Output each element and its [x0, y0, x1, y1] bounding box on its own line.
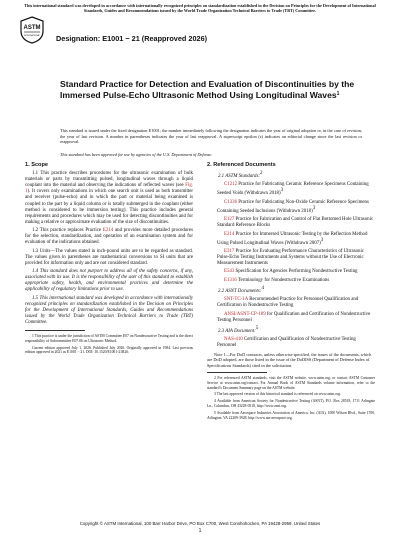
- reference-title: Recommended Practice for Personnel Qualification and Certification in Nondestructive Testing: [217, 297, 359, 309]
- reference-item: [207, 312, 375, 324]
- note-1: [207, 352, 375, 369]
- reference-item: [207, 200, 375, 215]
- reference-item: [207, 232, 375, 247]
- footnote-mark: 2: [259, 171, 263, 177]
- footnote-mark: 5: [255, 325, 259, 331]
- reference-code-link[interactable]: E317: [224, 248, 235, 254]
- footnote-edition: Current edition approved July 1, 2026. Published July 2026. Originally approved in 1984. Last previous edition approved in 2021 as E1001 − 21. DOI: 10.1520/E1001-21R26.: [25, 345, 193, 355]
- reference-code-link[interactable]: NAS-410: [224, 337, 243, 343]
- title-footnote-mark: 1: [336, 91, 340, 98]
- astm-logo-icon: [20, 16, 44, 44]
- dod-approval-note: This standard has been approved for use by agencies of the U.S. Department of Defense.: [60, 152, 213, 157]
- reference-title: Certification and Qualification of Nondestructive Testing Personnel: [217, 337, 356, 349]
- title-text: Standard Practice for Detection and Evaluation of Discontinuities by the Immersed Pulse-Echo Ultrasonic Method Using Longitudinal Waves: [60, 79, 355, 101]
- right-column: [207, 162, 375, 422]
- reference-title: for Qualification and Certification of Nondestructive Testing Personnel: [217, 311, 371, 323]
- reference-item: [207, 217, 375, 229]
- e214-link[interactable]: E214: [102, 228, 114, 234]
- footnote-1: 1 This practice is under the jurisdiction of ASTM Committee E07 on Nondestructive Testing and is the direct responsibility of Subcommittee E07.06 on Ultrasonic Method.: [25, 334, 193, 343]
- page-number: 1: [198, 528, 202, 534]
- reference-code-link[interactable]: C1336: [224, 199, 238, 205]
- scope-heading: 1. Scope: [25, 162, 49, 168]
- astm-reference-list: [207, 182, 375, 283]
- document-title: [60, 79, 360, 100]
- text: ). It covers only examinations in which one search unit is used as both transmitter and receiver (pulse-echo) and in which the part or material being examined is coupled to the part by a liquid column or is totally submerged in the couplant (either method is considered to be immersion testing). This practice includes general requirements and procedures which may be used for detecting discontinuities and for making a relative or approximate evaluation of the size of discontinuities.: [25, 189, 193, 225]
- text: 2.1 ASTM Standards:: [218, 174, 260, 180]
- referenced-documents-heading: 2. Referenced Documents: [207, 162, 276, 168]
- svg-text:INTERNATIONAL: INTERNATIONAL: [24, 35, 40, 37]
- aia-reference-list: [207, 337, 375, 349]
- footnote-4: 4 Available from American Society for Nondestructive Testing (ASNT), P.O. Box 28518, 1711 Arlingate Ln., Columbus, OH 43228-0518, http://www.asnt.org.: [207, 399, 375, 408]
- copyright-footer: Copyright © ASTM International, 100 Barr Harbor Drive, PO Box C700, West Conshohocken, PA 19428-2959. United States: [79, 521, 321, 526]
- asnt-reference-list: [207, 297, 375, 324]
- reference-title: Specification for Agencies Performing Nondestructive Testing: [234, 269, 358, 275]
- reference-code-link[interactable]: E1316: [224, 277, 237, 283]
- footnote-mark: 3: [312, 205, 316, 211]
- reference-code-link[interactable]: E543: [224, 269, 235, 275]
- footnote-divider: [207, 372, 267, 373]
- reference-item: [207, 182, 375, 197]
- reference-item: [207, 337, 375, 349]
- scope-paragraph-1-4: 1.4 This standard does not purport to address all of the safety concerns, if any, associated with its use. It is the responsibility of the user of this standard to establish appropriate safety, health, and environmental practices and determine the applicability of regulatory limitations prior to use.: [25, 269, 193, 293]
- text: 1.1 This practice describes procedures for the ultrasonic examination of bulk materials or parts by transmitting pulsed, longitudinal waves through a liquid couplant into the material and observing the indications of reflected waves (see: [25, 171, 193, 189]
- text: 1.2 This practice replaces Practice: [32, 228, 103, 234]
- reference-code-link[interactable]: C1212: [224, 182, 238, 188]
- scope-paragraph-1-3: [25, 249, 193, 267]
- astm-standards-subheading: [207, 171, 375, 180]
- text: and provides more detailed procedures for the selection, standardization, and operation of an examination system and for evaluation of the indications obtained.: [25, 228, 193, 246]
- footnote-5: 5 Available from Aerospace Industries Association of America, Inc. (AIA), 1000 Wilson Blvd., Suite 1700, Arlington, VA 22209-3928, http://www.aia-aerospace.org.: [207, 410, 375, 420]
- reference-title: Practice for Fabricating Non-Oxide Ceramic Reference Specimens Containing Seeded Inclusions (Withdrawn 2018): [217, 199, 369, 214]
- text: 2.2 ASNT Documents:: [218, 288, 262, 294]
- designation: Designation: E1001 − 21 (Reapproved 2026): [56, 34, 208, 43]
- text: 2.3 AIA Document:: [218, 328, 256, 334]
- text: 1.3: [32, 248, 40, 254]
- footnote-divider: [25, 330, 85, 331]
- scope-paragraph-1-1: [25, 171, 193, 226]
- scope-paragraph-1-2: [25, 228, 193, 246]
- reference-item: [207, 278, 375, 284]
- footnote-mark: 3: [320, 237, 324, 243]
- reference-code-link[interactable]: ANSI/ASNT-CP-189: [224, 311, 266, 317]
- reference-title: Terminology for Nondestructive Examinations: [236, 277, 330, 283]
- reference-item: [207, 269, 375, 275]
- scope-paragraph-1-5: 1.5 This international standard was developed in accordance with internationally recognized principles on standardization established in the Decision on Principles for the Development of International Standards, Guides and Recommendations issued by the World Trade Organization Technical Barriers to Trade (TBT) Committee.: [25, 295, 193, 325]
- issue-note: This standard is issued under the fixed designation E1001; the number immediately following the designation indicates the year of original adoption or, in the case of revision, the year of last revision. A number in parentheses indicates the year of last reapproval. A superscript epsilon (ε) indicates an editorial change since the last revision or reapproval.: [60, 128, 362, 144]
- reference-title: Practice for Fabrication and Control of Flat Bottomed Hole Ultrasonic Standard Reference Blocks: [217, 217, 374, 229]
- footnote-3: 3 The last approved version of this historical standard is referenced on www.astm.org.: [214, 392, 341, 397]
- reference-title: Practice for Immersed Ultrasonic Testing by the Reflection Method Using Pulsed Longitudinal Waves (Withdrawn 2007): [217, 231, 368, 246]
- reference-title: Practice for Evaluating Performance Characteristics of Ultrasonic Pulse-Echo Testing Instruments and Systems without the Use of Electronic Measurement Instruments: [217, 248, 365, 267]
- text: —The values stated in inch-pound units are to be regarded as standard. The values given in parentheses are mathematical conversions to SI units that are provided for information only and are not considered standard.: [25, 248, 194, 266]
- reference-code-link[interactable]: SNT-TC-1A: [224, 297, 249, 303]
- fig-1-link[interactable]: Fig. 1: [25, 183, 193, 195]
- reference-code-link[interactable]: E214: [224, 231, 235, 237]
- reference-item: [207, 249, 375, 267]
- footnote-mark: 3: [280, 188, 284, 194]
- asnt-documents-subheading: [207, 286, 375, 295]
- reference-code-link[interactable]: E127: [224, 217, 235, 223]
- units-label: Units: [39, 248, 51, 254]
- left-column: [25, 162, 193, 357]
- note-label: Note 1—: [214, 351, 230, 357]
- footnote-mark: 4: [261, 285, 264, 291]
- aia-document-subheading: [207, 326, 375, 335]
- svg-text:ASTM: ASTM: [23, 25, 41, 31]
- reference-title: Practice for Fabricating Ceramic Reference Specimens Containing Seeded Voids (Withdrawn 2018): [217, 182, 369, 197]
- international-standard-notice: This international standard was developed in accordance with internationally recognized principles on standardization established in the Decision on Principles for the Development of International Standards, Guides and Recommendations issued by the World Trade Organization Technical Barriers to Trade (TBT) Committee.: [24, 3, 376, 14]
- note-text: For DoD contracts, unless otherwise specified, the issues of the documents, which are DoD adopted, are those listed in the issue of the DoDISS (Department of Defense Index of Specifications Standards) cited in the solicitation.: [207, 351, 372, 368]
- footnote-2: 2 For referenced ASTM standards, visit the ASTM website, www.astm.org, or contact ASTM Customer Service at www.astm.org/contact. For Annual Book of ASTM Standards volume information, refer to the standard’s Document Summary page on the ASTM website.: [207, 376, 375, 390]
- reference-item: [207, 297, 375, 309]
